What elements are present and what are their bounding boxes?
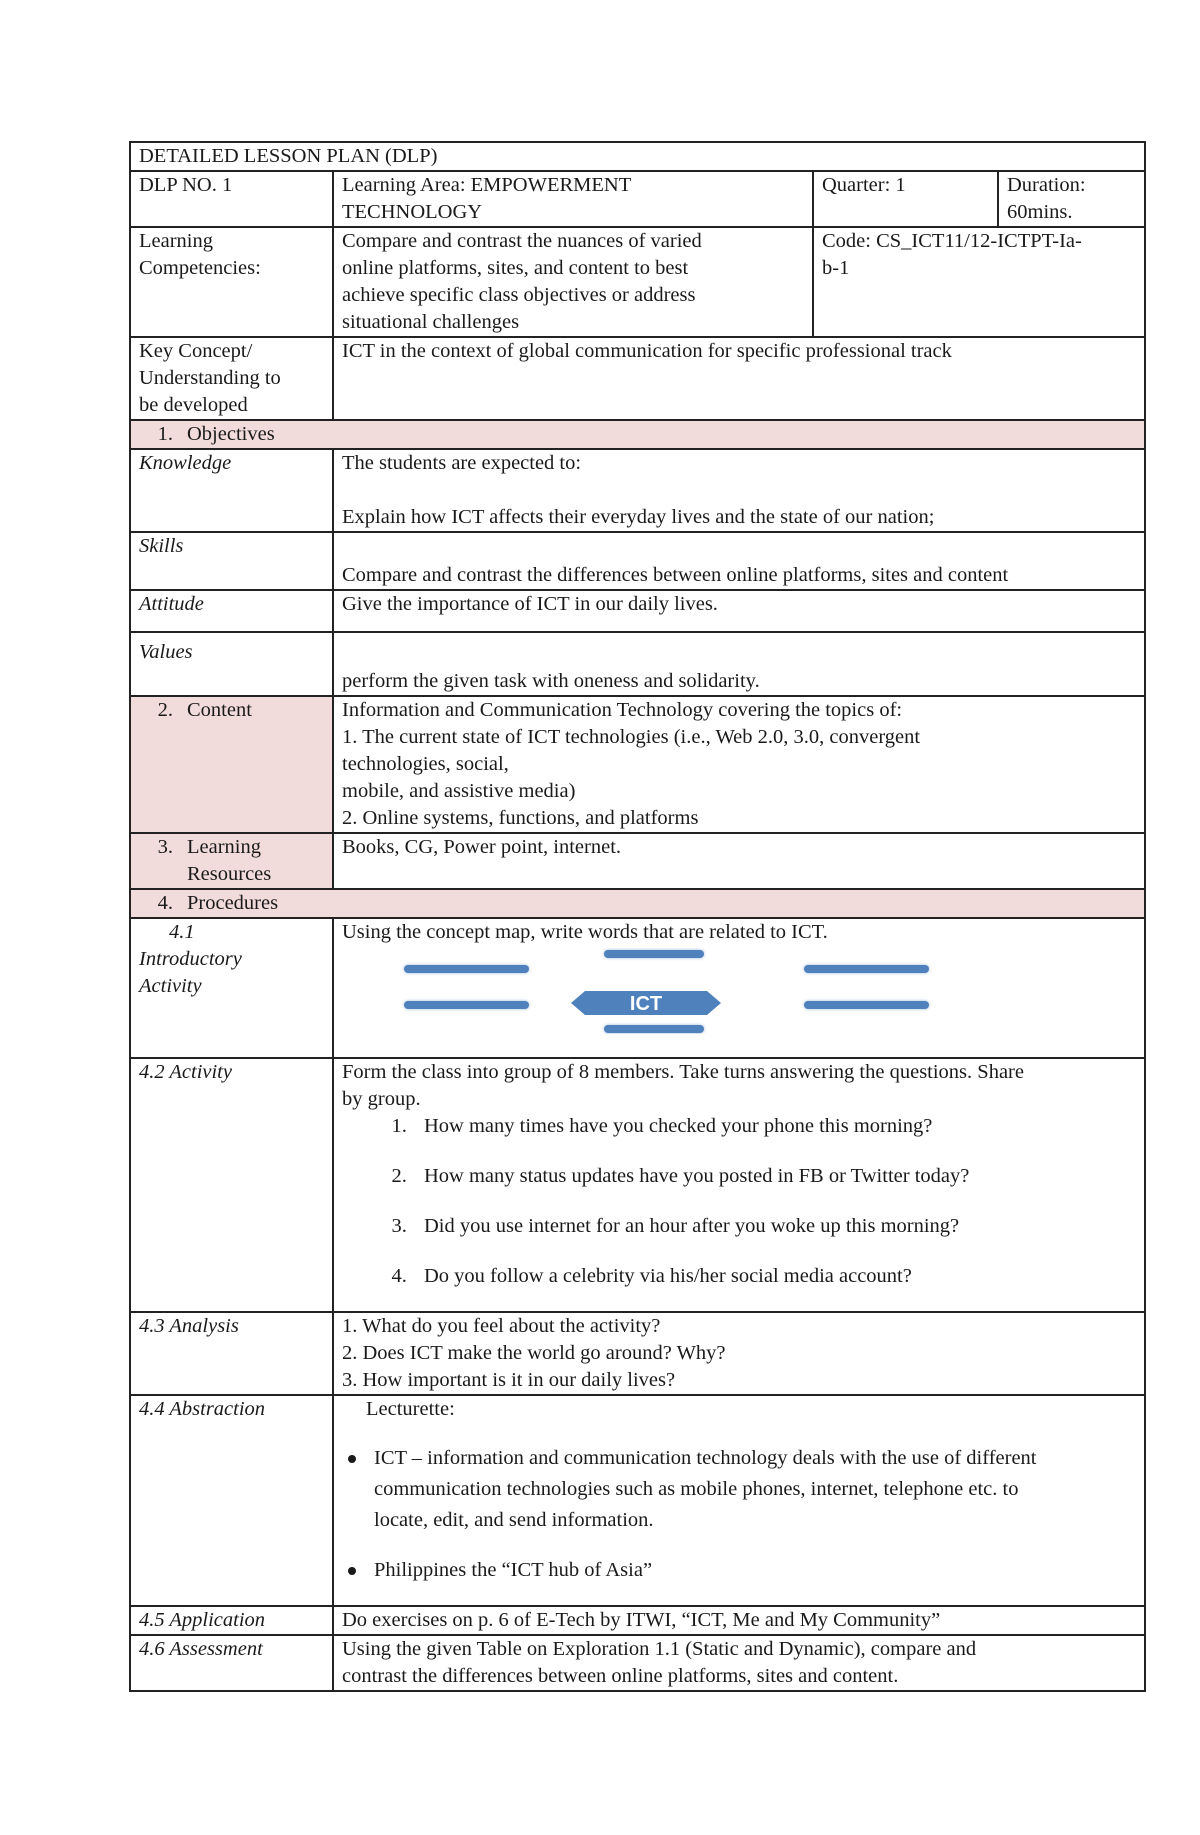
values-label: Values bbox=[130, 632, 333, 696]
activity-cell: Form the class into group of 8 members. Take turns answering the questions. Share by group. 1. How many times have you checked your phone this morning? 2. How many status updates have you posted in FB or Twitter today? 3. Did you use internet for an hour after you woke up this morning? 4. Do you follow a celebrity via his/her social media account? bbox=[333, 1058, 1145, 1312]
concept-map-blank-3 bbox=[804, 965, 929, 973]
abstraction-bullet: Philippines the “ICT hub of Asia” bbox=[366, 1555, 1136, 1586]
competencies-label: Learning Competencies: bbox=[130, 227, 333, 337]
attitude-text: Give the importance of ICT in our daily lives. bbox=[333, 590, 1145, 632]
key-concept-row bbox=[130, 337, 1145, 420]
activity-question: 3. Did you use internet for an hour after you woke up this morning? bbox=[412, 1213, 1136, 1240]
abstraction-bullets bbox=[342, 1443, 1136, 1586]
concept-map-blank-2 bbox=[604, 950, 704, 958]
knowledge-row bbox=[130, 449, 1145, 532]
bullet-icon bbox=[348, 1455, 356, 1463]
concept-map-blank-4 bbox=[404, 1001, 529, 1009]
activity-question: 4. Do you follow a celebrity via his/her social media account? bbox=[412, 1263, 1136, 1290]
introductory-activity-cell bbox=[333, 918, 1145, 1058]
assessment-label: 4.6 Assessment bbox=[130, 1635, 333, 1691]
competencies-text: Compare and contrast the nuances of varied online platforms, sites, and content to best achieve specific class objectives or address situational challenges bbox=[333, 227, 813, 337]
resources-text: Books, CG, Power point, internet. bbox=[333, 833, 1145, 889]
key-concept-label: Key Concept/ Understanding to be developed bbox=[130, 337, 333, 420]
concept-map bbox=[334, 946, 1144, 1051]
activity-label: 4.2 Activity bbox=[130, 1058, 333, 1312]
knowledge-text: The students are expected to: Explain how ICT affects their everyday lives and the state of our nation; bbox=[333, 449, 1145, 532]
attitude-label: Attitude bbox=[130, 590, 333, 632]
concept-map-hub-label: ICT bbox=[629, 993, 663, 1015]
assessment-text: Using the given Table on Exploration 1.1 (Static and Dynamic), compare and contrast the differences between online platforms, sites and content. bbox=[333, 1635, 1145, 1691]
abstraction-label: 4.4 Abstraction bbox=[130, 1395, 333, 1606]
analysis-row bbox=[130, 1312, 1145, 1395]
title-row bbox=[130, 142, 1145, 171]
objectives-heading-row bbox=[130, 420, 1145, 449]
activity-question: 1. How many times have you checked your phone this morning? bbox=[412, 1113, 1136, 1140]
values-text: perform the given task with oneness and solidarity. bbox=[333, 632, 1145, 696]
competency-code: Code: CS_ICT11/12-ICTPT-Ia- b-1 bbox=[813, 227, 1145, 337]
objectives-heading: 1. Objectives bbox=[130, 420, 1145, 449]
skills-label: Skills bbox=[130, 532, 333, 590]
document-title: DETAILED LESSON PLAN (DLP) bbox=[130, 142, 1145, 171]
analysis-label: 4.3 Analysis bbox=[130, 1312, 333, 1395]
introductory-activity-text: Using the concept map, write words that are related to ICT. bbox=[342, 921, 828, 943]
application-label: 4.5 Application bbox=[130, 1606, 333, 1635]
introductory-activity-label: 4.1 Introductory Activity bbox=[130, 918, 333, 1058]
abstraction-cell: Lecturette: ICT – information and communication technology deals with the use of different communication technologies such as mobile phones, internet, telephone etc. to locate, edit, and send information. Philippines the “ICT hub of Asia” bbox=[333, 1395, 1145, 1606]
activity-row bbox=[130, 1058, 1145, 1312]
header-row bbox=[130, 171, 1145, 227]
skills-text: Compare and contrast the differences between online platforms, sites and content bbox=[333, 532, 1145, 590]
assessment-row bbox=[130, 1635, 1145, 1691]
analysis-text: 1. What do you feel about the activity? 2. Does ICT make the world go around? Why? 3. How important is it in our daily lives? bbox=[333, 1312, 1145, 1395]
activity-question: 2. How many status updates have you posted in FB or Twitter today? bbox=[412, 1163, 1136, 1190]
content-row bbox=[130, 696, 1145, 833]
concept-map-blank-5 bbox=[804, 1001, 929, 1009]
values-row bbox=[130, 632, 1145, 696]
competencies-row bbox=[130, 227, 1145, 337]
attitude-row bbox=[130, 590, 1145, 632]
concept-map-hub-shape bbox=[571, 990, 721, 1016]
quarter: Quarter: 1 bbox=[813, 171, 998, 227]
key-concept-text: ICT in the context of global communication for specific professional track bbox=[333, 337, 1145, 420]
application-text: Do exercises on p. 6 of E-Tech by ITWI, “ICT, Me and My Community” bbox=[333, 1606, 1145, 1635]
learning-area: Learning Area: EMPOWERMENT TECHNOLOGY bbox=[333, 171, 813, 227]
skills-row bbox=[130, 532, 1145, 590]
resources-row bbox=[130, 833, 1145, 889]
concept-map-blank-1 bbox=[404, 965, 529, 973]
concept-map-hub bbox=[571, 990, 721, 1016]
procedures-heading-row bbox=[130, 889, 1145, 918]
content-heading: 2. Content bbox=[130, 696, 333, 833]
dlp-number: DLP NO. 1 bbox=[130, 171, 333, 227]
concept-map-blank-6 bbox=[604, 1025, 704, 1033]
duration: Duration: 60mins. bbox=[998, 171, 1145, 227]
application-row bbox=[130, 1606, 1145, 1635]
activity-questions bbox=[342, 1113, 1136, 1290]
abstraction-row bbox=[130, 1395, 1145, 1606]
abstraction-bullet: ICT – information and communication technology deals with the use of different communication technologies such as mobile phones, internet, telephone etc. to locate, edit, and send information. bbox=[366, 1443, 1136, 1536]
content-text: Information and Communication Technology covering the topics of: 1. The current state of ICT technologies (i.e., Web 2.0, 3.0, convergent technologies, social, mobile, and assistive media) 2. Online systems, functions, and platforms bbox=[333, 696, 1145, 833]
introductory-activity-row bbox=[130, 918, 1145, 1058]
knowledge-label: Knowledge bbox=[130, 449, 333, 532]
procedures-heading: 4. Procedures bbox=[130, 889, 1145, 918]
bullet-icon bbox=[348, 1567, 356, 1575]
resources-heading: 3. Learning Resources bbox=[130, 833, 333, 889]
lesson-plan-table bbox=[129, 141, 1146, 1692]
